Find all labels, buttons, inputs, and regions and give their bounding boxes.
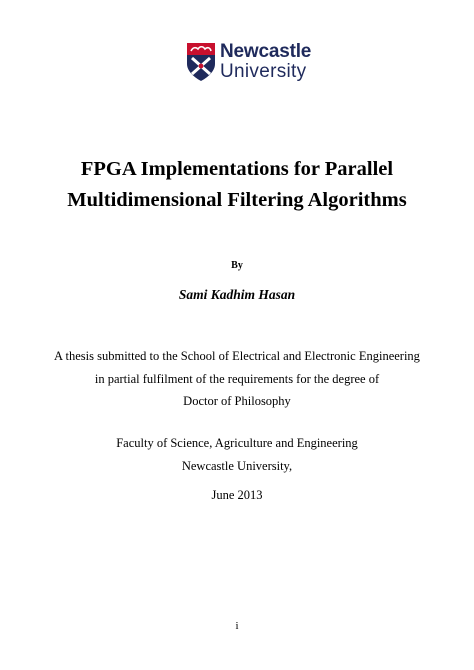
author-name: Sami Kadhim Hasan	[178, 287, 296, 302]
university-crest-icon	[186, 42, 216, 82]
page-number: i	[235, 620, 239, 632]
thesis-title-line-1: FPGA Implementations for Parallel	[80, 158, 394, 180]
university-name: Newcastle University,	[181, 459, 293, 473]
logo-line-1: Newcastle	[220, 41, 312, 62]
logo-line-2: University	[220, 61, 307, 82]
university-wordmark	[220, 42, 311, 81]
degree-name: Doctor of Philosophy	[183, 394, 291, 408]
thesis-title-line-2: Multidimensional Filtering Algorithms	[67, 189, 407, 211]
submission-date: June 2013	[211, 488, 263, 502]
faculty-name: Faculty of Science, Agriculture and Engineering	[116, 436, 358, 450]
university-logo	[186, 40, 330, 86]
by-label: By	[231, 260, 243, 271]
submission-line-1: A thesis submitted to the School of Electrical and Electronic Engineering	[54, 349, 420, 363]
submission-line-2: in partial fulfilment of the requirements for the degree of	[94, 372, 380, 386]
